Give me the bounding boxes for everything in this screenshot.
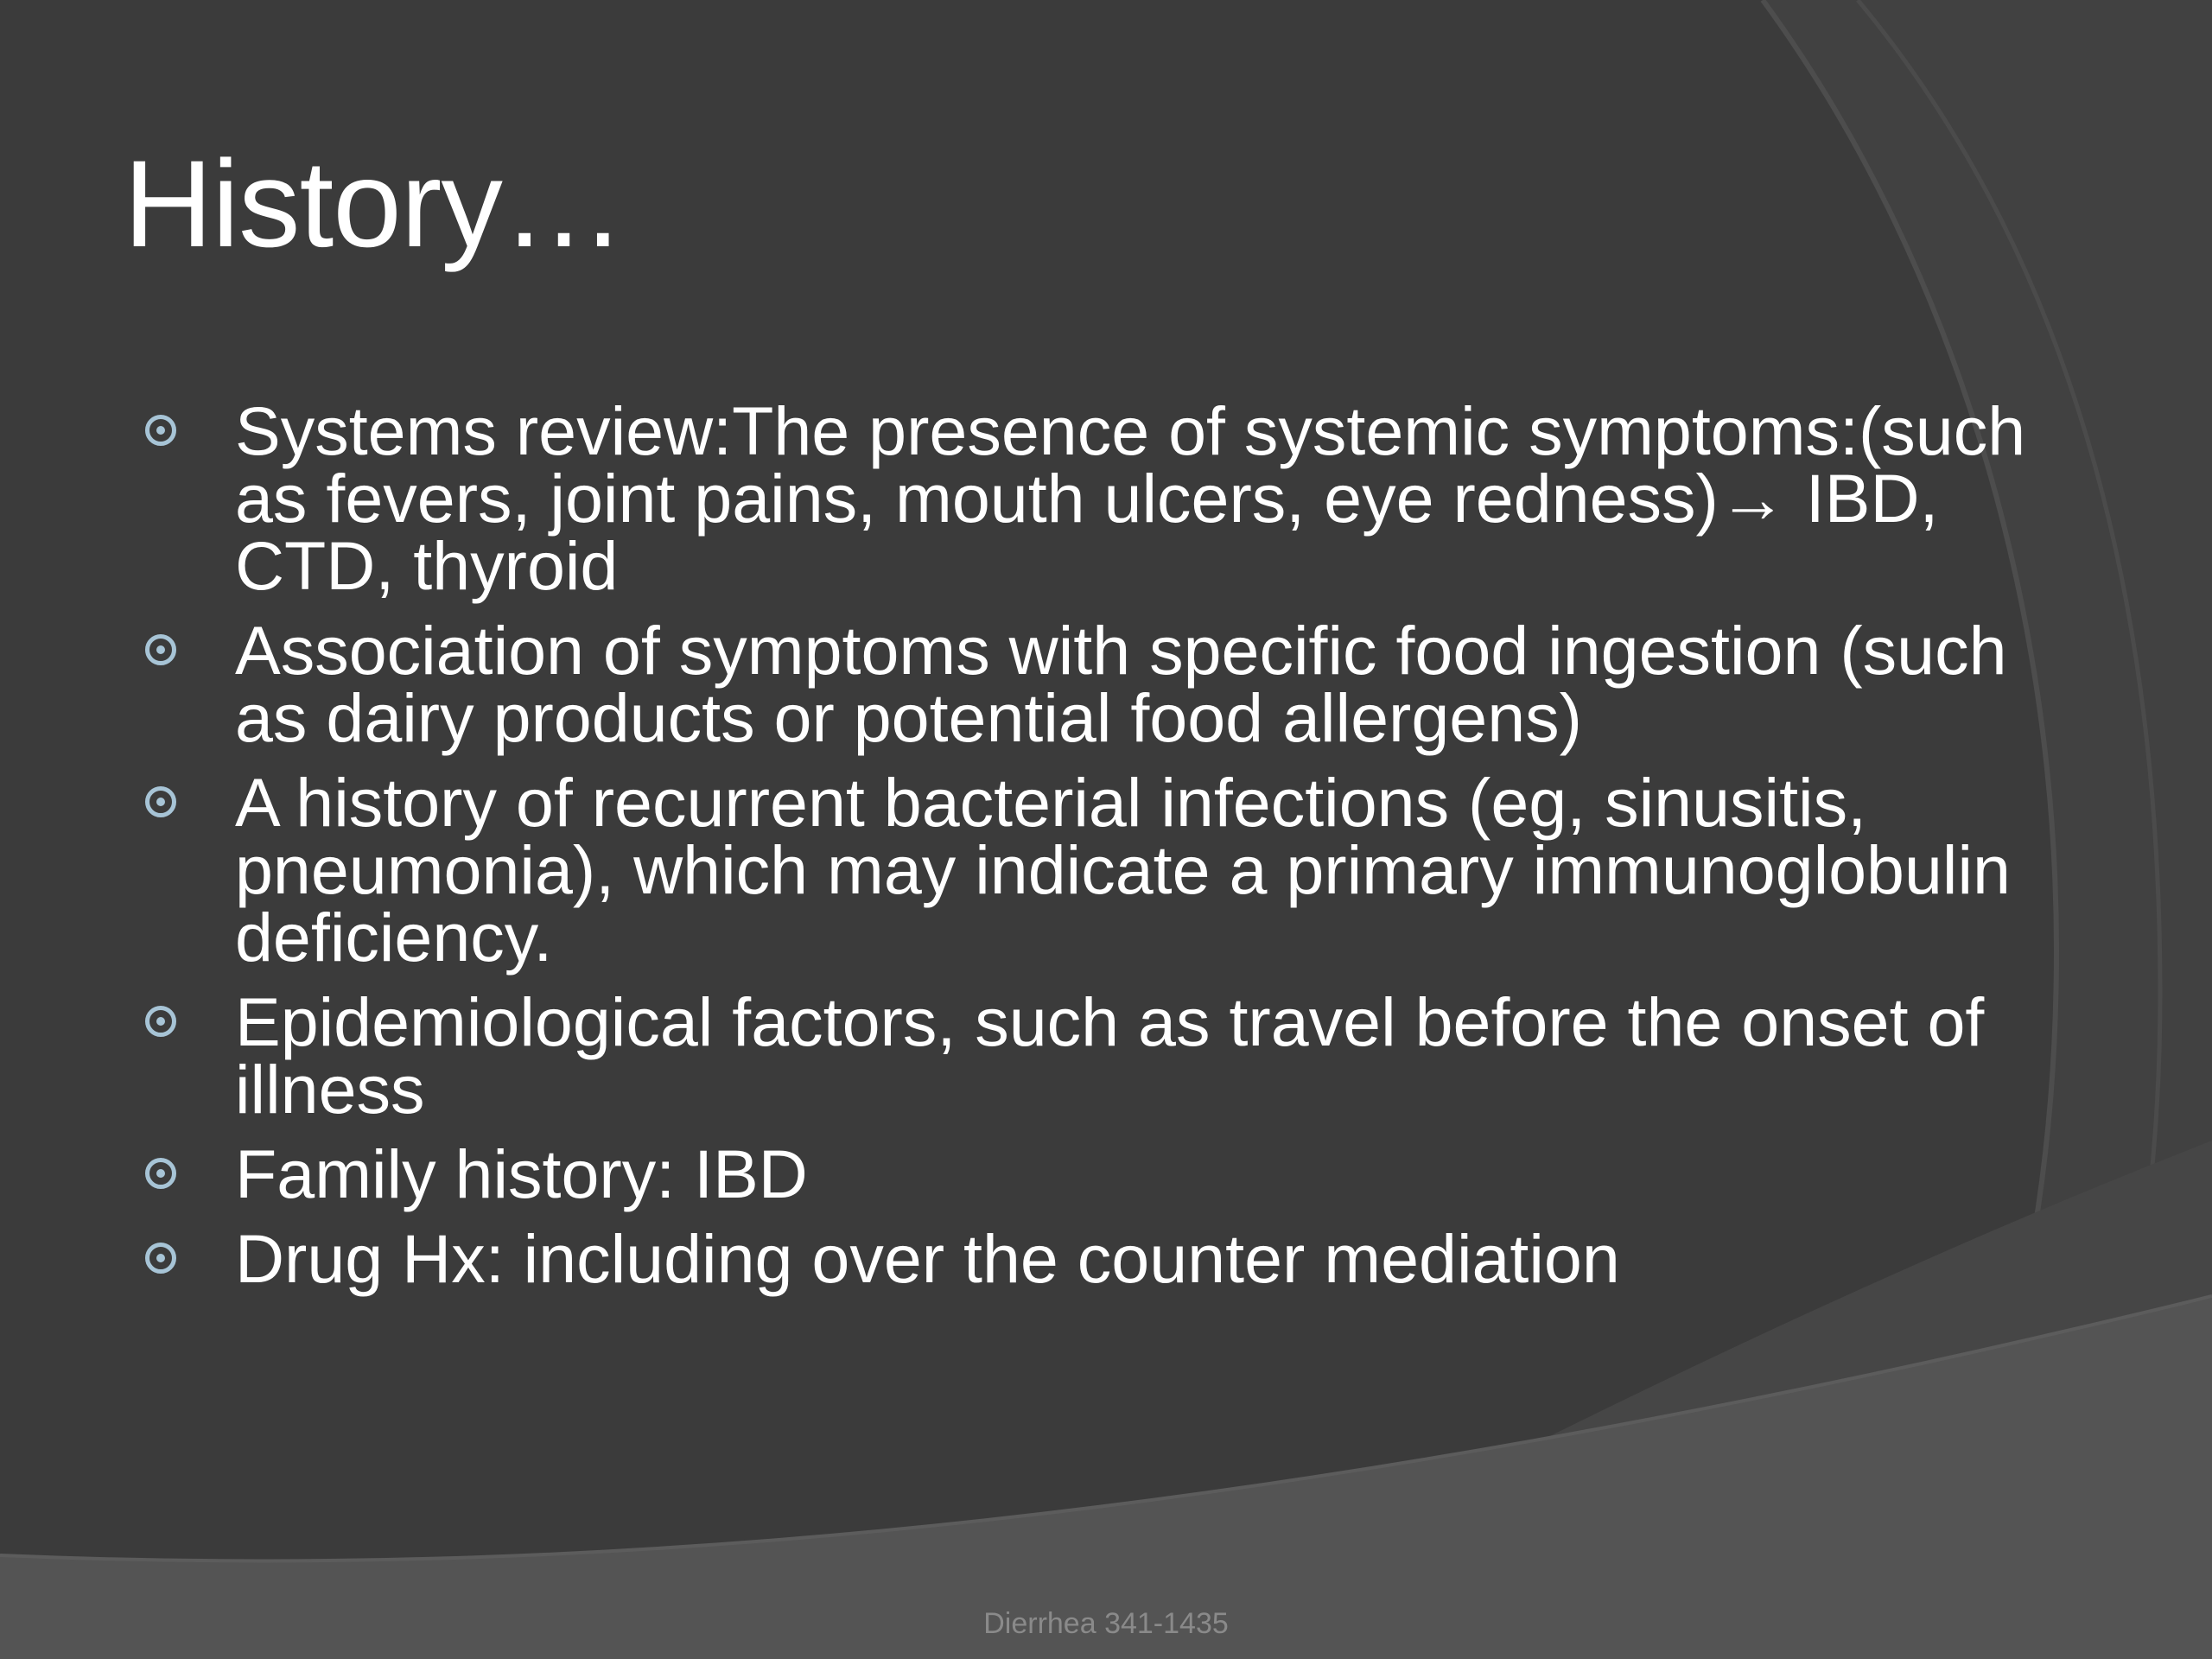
slide-footer: Dierrhea 341-1435 bbox=[983, 1607, 1229, 1640]
bullet-text: Epidemiological factors, such as travel before the onset of illness bbox=[235, 983, 1985, 1128]
circled-dot-bullet-icon bbox=[145, 1006, 176, 1037]
bullet-list bbox=[138, 392, 2091, 1310]
list-item bbox=[138, 1135, 2091, 1212]
list-item bbox=[138, 764, 2091, 976]
circled-dot-bullet-icon bbox=[145, 1243, 176, 1274]
circled-dot-bullet-icon bbox=[145, 1158, 176, 1189]
circled-dot-bullet-icon bbox=[145, 415, 176, 446]
bullet-text: Association of symptoms with specific food ingestion (such as dairy products or potential food allergens) bbox=[235, 612, 2007, 756]
circled-dot-bullet-icon bbox=[145, 786, 176, 817]
list-item bbox=[138, 1220, 2091, 1297]
slide-title: History… bbox=[124, 136, 625, 273]
bullet-text: Family history: IBD bbox=[235, 1135, 808, 1212]
list-item bbox=[138, 392, 2091, 604]
bullet-text: Systems review:The presence of systemic symptoms:(such as fevers, joint pains, mouth ulcers, eye redness)→ IBD, CTD, thyroid bbox=[235, 392, 2026, 604]
circled-dot-bullet-icon bbox=[145, 634, 176, 665]
bullet-text: A history of recurrent bacterial infections (eg, sinusitis, pneumonia), which may indicate a primary immunoglobulin deficiency. bbox=[235, 764, 2011, 976]
bullet-text: Drug Hx: including over the counter mediation bbox=[235, 1220, 1620, 1297]
list-item bbox=[138, 983, 2091, 1128]
list-item bbox=[138, 612, 2091, 756]
